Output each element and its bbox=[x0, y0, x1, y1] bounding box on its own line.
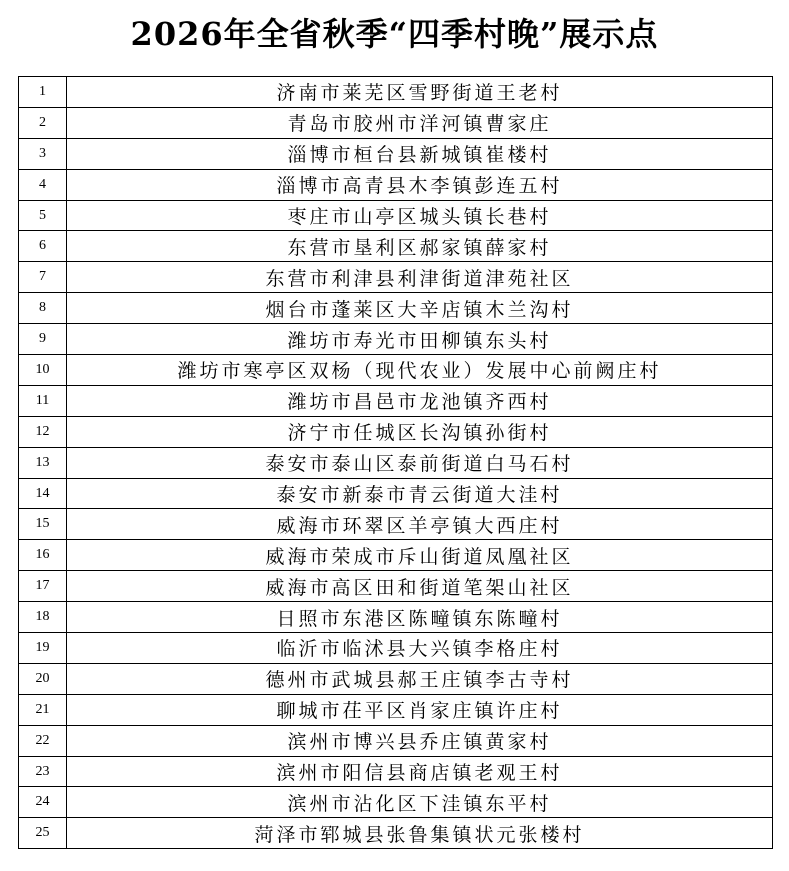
table-row bbox=[19, 633, 773, 664]
page-title: 2026年全省秋季“四季村晚”展示点 bbox=[130, 15, 659, 53]
table-row bbox=[19, 77, 773, 108]
venue-name: 淄博市桓台县新城镇崔楼村 bbox=[67, 138, 773, 169]
row-number: 4 bbox=[19, 169, 67, 200]
venue-name: 威海市环翠区羊亭镇大西庄村 bbox=[67, 509, 773, 540]
venue-table-body bbox=[19, 77, 773, 849]
table-row bbox=[19, 694, 773, 725]
row-number: 14 bbox=[19, 478, 67, 509]
venue-name: 滨州市沾化区下洼镇东平村 bbox=[67, 787, 773, 818]
table-row bbox=[19, 138, 773, 169]
venue-name: 威海市高区田和街道笔架山社区 bbox=[67, 571, 773, 602]
row-number: 20 bbox=[19, 663, 67, 694]
row-number: 16 bbox=[19, 540, 67, 571]
table-row bbox=[19, 355, 773, 386]
venue-name: 济宁市任城区长沟镇孙街村 bbox=[67, 416, 773, 447]
table-row bbox=[19, 725, 773, 756]
venue-name: 东营市垦利区郝家镇薛家村 bbox=[67, 231, 773, 262]
table-row bbox=[19, 324, 773, 355]
table-row bbox=[19, 416, 773, 447]
table-row bbox=[19, 509, 773, 540]
row-number: 11 bbox=[19, 385, 67, 416]
venue-name: 滨州市阳信县商店镇老观王村 bbox=[67, 756, 773, 787]
row-number: 9 bbox=[19, 324, 67, 355]
venue-name: 枣庄市山亭区城头镇长巷村 bbox=[67, 200, 773, 231]
row-number: 8 bbox=[19, 293, 67, 324]
row-number: 19 bbox=[19, 633, 67, 664]
row-number: 18 bbox=[19, 602, 67, 633]
venue-name: 威海市荣成市斥山街道凤凰社区 bbox=[67, 540, 773, 571]
row-number: 13 bbox=[19, 447, 67, 478]
venue-name: 烟台市蓬莱区大辛店镇木兰沟村 bbox=[67, 293, 773, 324]
table-row bbox=[19, 663, 773, 694]
row-number: 17 bbox=[19, 571, 67, 602]
row-number: 15 bbox=[19, 509, 67, 540]
table-row bbox=[19, 571, 773, 602]
row-number: 7 bbox=[19, 262, 67, 293]
row-number: 2 bbox=[19, 107, 67, 138]
table-row bbox=[19, 169, 773, 200]
table-row bbox=[19, 200, 773, 231]
row-number: 10 bbox=[19, 355, 67, 386]
table-row bbox=[19, 231, 773, 262]
row-number: 21 bbox=[19, 694, 67, 725]
venue-name: 青岛市胶州市洋河镇曹家庄 bbox=[67, 107, 773, 138]
venue-name: 济南市莱芜区雪野街道王老村 bbox=[67, 77, 773, 108]
table-row bbox=[19, 818, 773, 849]
table-row bbox=[19, 107, 773, 138]
table-row bbox=[19, 447, 773, 478]
table-row bbox=[19, 262, 773, 293]
venue-name: 泰安市泰山区泰前街道白马石村 bbox=[67, 447, 773, 478]
venue-table bbox=[18, 76, 773, 849]
table-row bbox=[19, 602, 773, 633]
venue-name: 淄博市高青县木李镇彭连五村 bbox=[67, 169, 773, 200]
row-number: 6 bbox=[19, 231, 67, 262]
row-number: 3 bbox=[19, 138, 67, 169]
venue-name: 潍坊市寒亭区双杨（现代农业）发展中心前阙庄村 bbox=[67, 355, 773, 386]
venue-table-container bbox=[18, 76, 772, 849]
table-row bbox=[19, 478, 773, 509]
venue-name: 潍坊市寿光市田柳镇东头村 bbox=[67, 324, 773, 355]
row-number: 25 bbox=[19, 818, 67, 849]
table-row bbox=[19, 540, 773, 571]
venue-name: 东营市利津县利津街道津苑社区 bbox=[67, 262, 773, 293]
row-number: 1 bbox=[19, 77, 67, 108]
venue-name: 聊城市茌平区肖家庄镇许庄村 bbox=[67, 694, 773, 725]
row-number: 12 bbox=[19, 416, 67, 447]
venue-name: 临沂市临沭县大兴镇李格庄村 bbox=[67, 633, 773, 664]
table-row bbox=[19, 756, 773, 787]
row-number: 23 bbox=[19, 756, 67, 787]
venue-name: 德州市武城县郝王庄镇李古寺村 bbox=[67, 663, 773, 694]
table-row bbox=[19, 385, 773, 416]
venue-name: 潍坊市昌邑市龙池镇齐西村 bbox=[67, 385, 773, 416]
table-row bbox=[19, 787, 773, 818]
venue-name: 泰安市新泰市青云街道大洼村 bbox=[67, 478, 773, 509]
table-row bbox=[19, 293, 773, 324]
row-number: 24 bbox=[19, 787, 67, 818]
venue-name: 滨州市博兴县乔庄镇黄家村 bbox=[67, 725, 773, 756]
row-number: 5 bbox=[19, 200, 67, 231]
venue-name: 菏泽市郓城县张鲁集镇状元张楼村 bbox=[67, 818, 773, 849]
venue-name: 日照市东港区陈疃镇东陈疃村 bbox=[67, 602, 773, 633]
row-number: 22 bbox=[19, 725, 67, 756]
